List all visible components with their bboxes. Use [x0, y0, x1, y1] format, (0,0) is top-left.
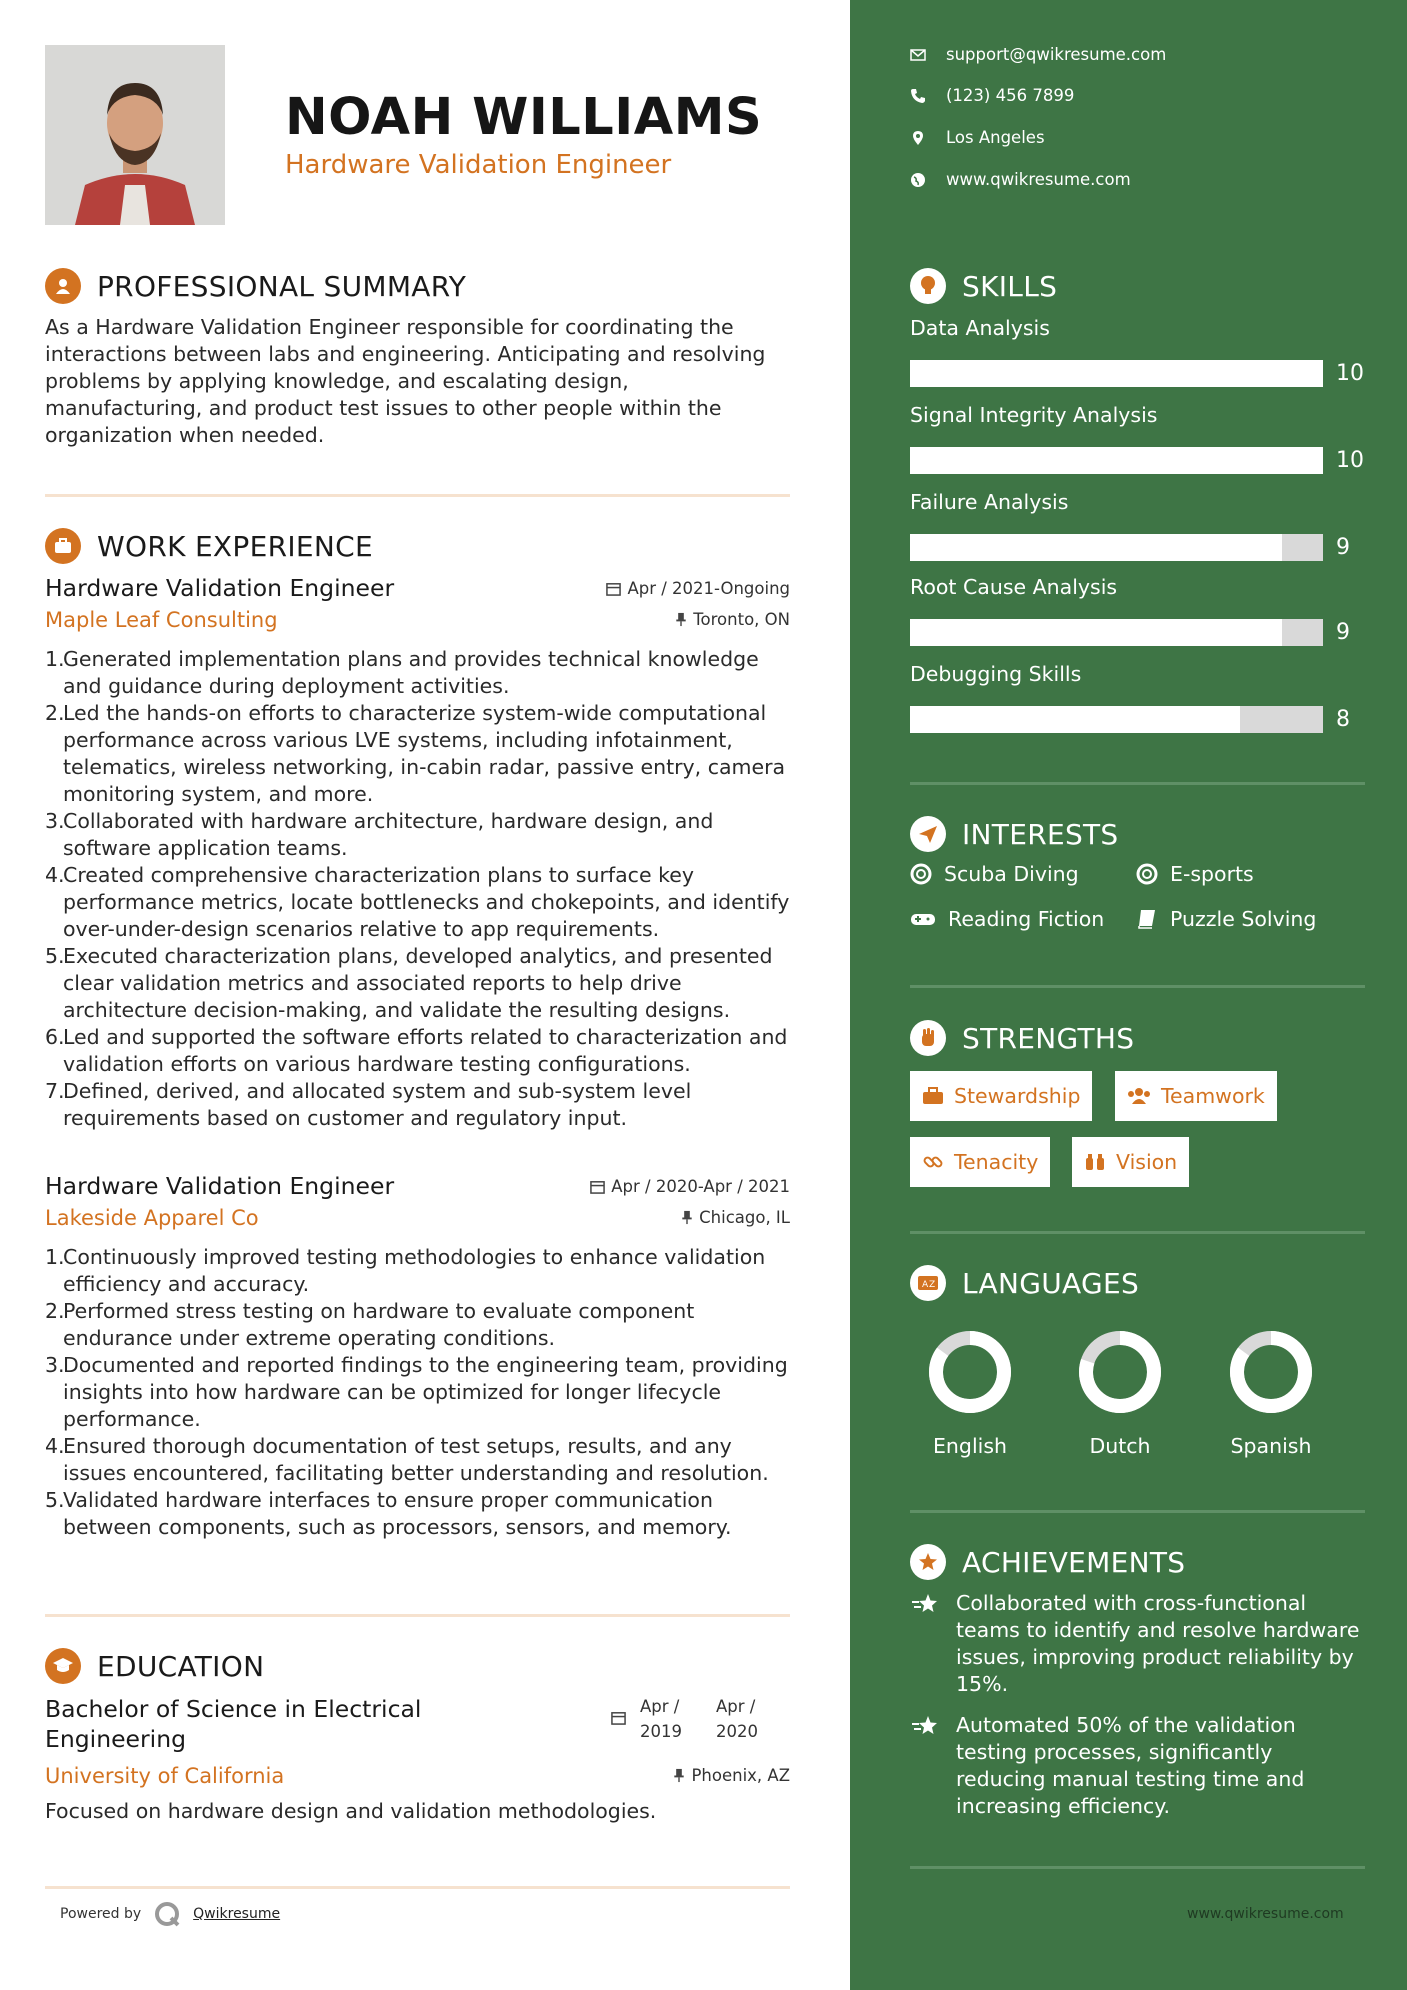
strength-label: Teamwork — [1161, 1084, 1265, 1108]
skill-item — [910, 662, 1365, 732]
life-ring-icon — [910, 863, 932, 885]
strength-chip — [1115, 1071, 1277, 1121]
skill-bar — [910, 534, 1323, 561]
end-date: Apr / — [716, 1697, 756, 1716]
link-icon — [922, 1151, 944, 1173]
skill-name: Failure Analysis — [910, 490, 1069, 514]
achievement-item — [910, 1712, 1365, 1820]
website-text: www.qwikresume.com — [946, 170, 1131, 189]
skill-value: 10 — [1336, 448, 1364, 473]
divider — [910, 1510, 1365, 1513]
contact-location — [910, 128, 1045, 147]
job-company: Maple Leaf Consulting — [45, 608, 278, 632]
divider — [910, 1866, 1365, 1869]
list-item: 4.Created comprehensive characterization plans to surface key performance metrics, locate bottlenecks and chokepoints, and identify over-under-design scenarios relative to app requirements. — [45, 863, 790, 941]
skill-name: Signal Integrity Analysis — [910, 403, 1158, 427]
trophy-star-icon — [910, 1544, 946, 1580]
summary-text: As a Hardware Validation Engineer responsible for coordinating the interactions between labs and engineering. Anticipating and resolving problems by applying knowledge, and escalating design, manufacturing, and product test issues to other people within the organization when needed. — [45, 315, 766, 447]
skill-value: 8 — [1336, 707, 1350, 732]
list-item: 5.Validated hardware interfaces to ensure proper communication between components, such as processors, sensors, and memory. — [45, 1488, 732, 1539]
section-title: ACHIEVEMENTS — [962, 1545, 1186, 1579]
calendar-icon — [606, 581, 621, 596]
divider — [910, 985, 1365, 988]
language-name: English — [932, 1434, 1008, 1458]
skill-value: 9 — [1336, 620, 1350, 645]
job-date-text: Apr / 2020-Apr / 2021 — [611, 1177, 790, 1196]
section-title: LANGUAGES — [962, 1266, 1140, 1300]
job-title: Hardware Validation Engineer — [45, 1172, 395, 1200]
contact-website[interactable] — [910, 170, 1131, 189]
svg-text:Z: Z — [929, 1280, 936, 1290]
email-text: support@qwikresume.com — [946, 45, 1167, 64]
section-title: INTERESTS — [962, 817, 1119, 851]
education-section — [45, 1646, 790, 1686]
interest-item — [910, 862, 1079, 886]
profile-photo — [45, 45, 225, 225]
strength-chip — [910, 1071, 1092, 1121]
job-date — [590, 1177, 790, 1196]
star-icon — [910, 1592, 942, 1618]
section-title: PROFESSIONAL SUMMARY — [97, 269, 467, 303]
job-entry — [45, 574, 790, 1132]
envelope-icon — [910, 47, 926, 63]
briefcase-icon — [922, 1087, 944, 1105]
summary-section — [45, 266, 790, 449]
school: University of California — [45, 1764, 285, 1788]
map-marker-icon — [910, 130, 926, 146]
paper-plane-icon — [910, 816, 946, 852]
experience-section — [45, 526, 790, 566]
language-item — [1211, 1326, 1331, 1458]
strength-chip — [1072, 1137, 1189, 1187]
skill-bar — [910, 447, 1323, 474]
education-dates — [611, 1694, 758, 1744]
skill-bar-fill — [910, 534, 1282, 561]
powered-by-text: Powered by — [60, 1906, 142, 1922]
skill-item — [910, 316, 1365, 386]
phone-icon — [910, 88, 926, 104]
interests-section — [910, 814, 1365, 854]
job-location — [675, 610, 790, 629]
globe-icon — [910, 172, 926, 188]
interest-item — [910, 907, 1104, 931]
interest-label: E-sports — [1170, 862, 1254, 886]
skill-bar-fill — [910, 619, 1282, 646]
achievement-text: Collaborated with cross-functional teams to identify and resolve hardware issues, improving product reliability by 15%. — [956, 1591, 1360, 1696]
strength-label: Stewardship — [954, 1084, 1081, 1108]
qwikresume-logo-icon — [153, 1900, 181, 1928]
section-title: WORK EXPERIENCE — [97, 529, 373, 563]
section-title: STRENGTHS — [962, 1021, 1135, 1055]
skill-value: 9 — [1336, 535, 1350, 560]
divider — [910, 1231, 1365, 1234]
language-item — [910, 1326, 1030, 1458]
life-ring-icon — [1136, 863, 1158, 885]
job-location-text: Chicago, IL — [699, 1208, 790, 1227]
star-icon — [910, 1714, 942, 1740]
skill-name: Debugging Skills — [910, 662, 1082, 686]
divider — [910, 782, 1365, 785]
divider — [45, 1886, 790, 1889]
qwikresume-link[interactable]: Qwikresume — [193, 1906, 281, 1922]
skill-value: 10 — [1336, 361, 1364, 386]
hand-icon — [910, 1020, 946, 1056]
interest-item — [1136, 862, 1254, 886]
language-name: Dutch — [1089, 1434, 1151, 1458]
location-text: Los Angeles — [946, 128, 1045, 147]
svg-text:A: A — [922, 1280, 929, 1290]
user-icon — [45, 268, 81, 304]
skill-item — [910, 575, 1365, 645]
skill-item — [910, 490, 1365, 560]
list-item: 5.Executed characterization plans, developed analytics, and presented clear validation metrics and associated reports to help drive architecture decision-making, and validate the resulting designs. — [45, 944, 773, 1022]
job-date-text: Apr / 2021-Ongoing — [627, 579, 790, 598]
list-item: 4.Ensured thorough documentation of test setups, results, and any issues encountered, facilitating better understanding and resolution. — [45, 1434, 769, 1485]
skill-bar-fill — [910, 360, 1323, 387]
language-donut — [910, 1326, 1030, 1418]
interest-label: Reading Fiction — [948, 907, 1105, 931]
education-description: Focused on hardware design and validation methodologies. — [45, 1799, 657, 1823]
candidate-name: NOAH WILLIAMS — [285, 88, 763, 147]
list-item: 2.Led the hands-on efforts to characterize system-wide computational performance across various LVE systems, including infotainment, telematics, wireless networking, in-cabin radar, passive entry, camera monitoring system, and more. — [45, 701, 786, 806]
skill-bar-fill — [910, 706, 1240, 733]
graduation-cap-icon — [45, 1648, 81, 1684]
strength-label: Vision — [1116, 1150, 1178, 1174]
language-donut — [1060, 1326, 1180, 1418]
skill-item — [910, 403, 1365, 473]
start-year: 2019 — [640, 1722, 682, 1741]
book-icon — [1136, 908, 1158, 930]
start-date: Apr / — [640, 1697, 680, 1716]
list-item: 1.Continuously improved testing methodologies to enhance validation efficiency and accuracy. — [45, 1245, 766, 1296]
list-item: 3.Documented and reported findings to the engineering team, providing insights into how hardware can be optimized for longer lifecycle performance. — [45, 1353, 788, 1431]
job-title: Hardware Validation Engineer — [45, 574, 395, 602]
end-year: 2020 — [716, 1722, 758, 1741]
skill-name: Root Cause Analysis — [910, 575, 1118, 599]
strength-chip — [910, 1137, 1050, 1187]
pin-icon — [681, 1210, 693, 1225]
list-item: 7.Defined, derived, and allocated system and sub-system level requirements based on customer and regulatory input. — [45, 1079, 692, 1130]
interest-label: Puzzle Solving — [1170, 907, 1317, 931]
divider — [45, 494, 790, 497]
contact-email[interactable] — [910, 45, 1166, 64]
section-title: EDUCATION — [97, 1649, 265, 1683]
list-item: 1.Generated implementation plans and provides technical knowledge and guidance during deployment activities. — [45, 647, 759, 698]
interest-label: Scuba Diving — [944, 862, 1079, 886]
calendar-icon — [611, 1710, 626, 1725]
degree: Bachelor of Science in Electrical Engineering — [45, 1695, 422, 1753]
footer-credit — [60, 1900, 280, 1928]
interest-item — [1136, 907, 1316, 931]
job-company: Lakeside Apparel Co — [45, 1206, 259, 1230]
phone-text: (123) 456 7899 — [946, 86, 1075, 105]
skill-bar — [910, 360, 1323, 387]
calendar-icon — [590, 1179, 605, 1194]
pin-icon — [673, 1768, 685, 1783]
languages-section — [910, 1263, 1365, 1303]
language-name: Spanish — [1230, 1434, 1312, 1458]
translate-icon — [910, 1265, 946, 1301]
footer-website[interactable]: www.qwikresume.com — [1187, 1906, 1344, 1922]
contact-phone[interactable] — [910, 86, 1074, 105]
divider — [45, 1614, 790, 1617]
pin-icon — [675, 612, 687, 627]
strengths-section — [910, 1018, 1365, 1058]
language-item — [1060, 1326, 1180, 1458]
job-duties — [45, 646, 790, 1132]
list-item: 6.Led and supported the software efforts related to characterization and validation efforts on various hardware testing configurations. — [45, 1025, 788, 1076]
school-location-text: Phoenix, AZ — [691, 1766, 790, 1785]
school-location — [673, 1766, 790, 1785]
gamepad-icon — [910, 910, 936, 928]
binoculars-icon — [1084, 1152, 1106, 1172]
users-icon — [1127, 1087, 1151, 1105]
job-location — [681, 1208, 790, 1227]
job-location-text: Toronto, ON — [693, 610, 790, 629]
skill-bar — [910, 619, 1323, 646]
achievement-item — [910, 1590, 1365, 1698]
briefcase-icon — [45, 528, 81, 564]
job-duties — [45, 1244, 790, 1541]
section-title: SKILLS — [962, 269, 1058, 303]
achievement-text: Automated 50% of the validation testing processes, significantly reducing manual testing time and increasing efficiency. — [956, 1713, 1305, 1818]
strength-label: Tenacity — [954, 1150, 1039, 1174]
language-donut — [1211, 1326, 1331, 1418]
list-item: 2.Performed stress testing on hardware to evaluate component endurance under extreme operating conditions. — [45, 1299, 695, 1350]
candidate-title: Hardware Validation Engineer — [285, 150, 672, 180]
lightbulb-icon — [910, 268, 946, 304]
job-entry — [45, 1172, 790, 1541]
skill-name: Data Analysis — [910, 316, 1050, 340]
skill-bar-fill — [910, 447, 1323, 474]
job-date — [606, 579, 790, 598]
skills-section — [910, 266, 1365, 306]
education-entry — [45, 1694, 790, 1825]
list-item: 3.Collaborated with hardware architecture, hardware design, and software application teams. — [45, 809, 714, 860]
skill-bar — [910, 706, 1323, 733]
achievements-section — [910, 1542, 1365, 1582]
